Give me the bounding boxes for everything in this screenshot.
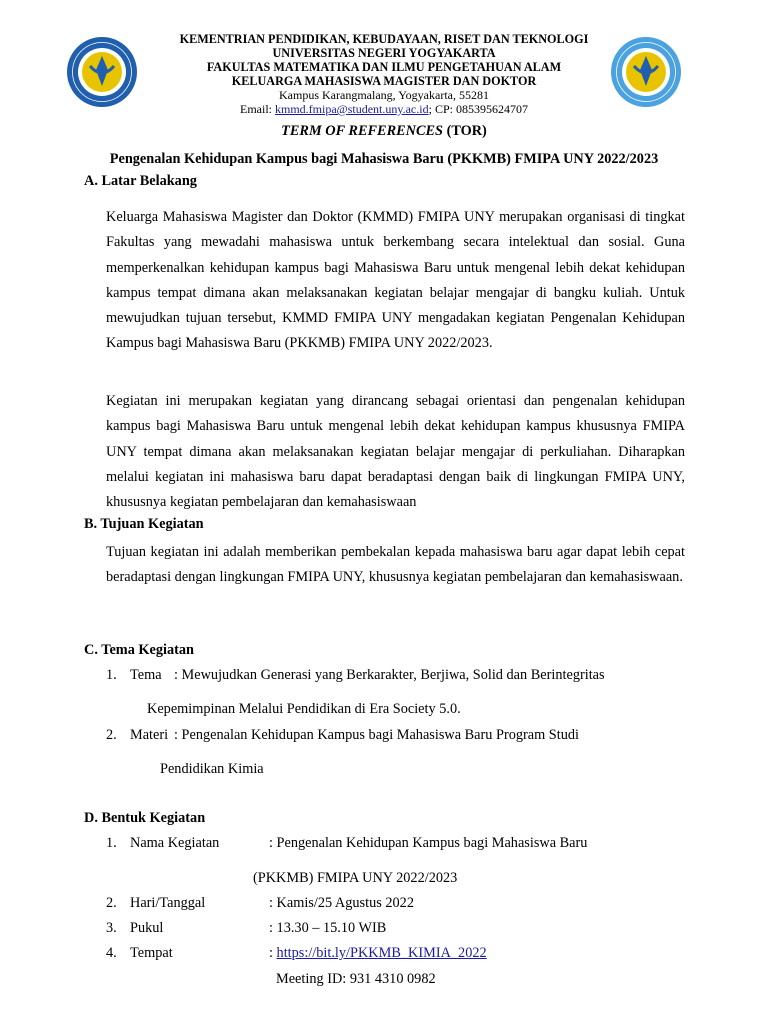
organization-name: KELUARGA MAHASISWA MAGISTER DAN DOKTOR — [231, 74, 537, 88]
doc-subtitle: Pengenalan Kehidupan Kampus bagi Mahasiswa Baru (PKKMB) FMIPA UNY 2022/2023 — [109, 151, 659, 167]
time-label: Pukul — [130, 920, 164, 936]
title-italic: TERM OF REFERENCES — [281, 123, 443, 139]
section-a-heading: A. Latar Belakang — [84, 173, 197, 189]
section-b-paragraph: Tujuan kegiatan ini adalah memberikan pembekalan kepada mahasiswa baru agar dapat lebih cepat beradaptasi dengan lingkungan FMIPA UNY, khususnya kegiatan pembelajaran dan kemahasiswaan. — [106, 544, 685, 586]
ministry-name: KEMENTRIAN PENDIDIKAN, KEBUDAYAAN, RISET DAN TEKNOLOGI — [179, 32, 589, 46]
address: Kampus Karangmalang, Yogyakarta, 55281 — [279, 88, 489, 102]
event-name-value: : Pengenalan Kehidupan Kampus bagi Mahasiswa Baru — [269, 835, 588, 851]
contact-line — [0, 102, 768, 116]
doc-title — [0, 123, 768, 140]
date-value: : Kamis/25 Agustus 2022 — [269, 895, 414, 911]
phone: ; CP: 085395624707 — [428, 102, 528, 116]
place-value — [269, 945, 487, 962]
date-number: 2. — [106, 895, 117, 911]
material-label: Materi — [130, 727, 169, 743]
section-b-heading: B. Tujuan Kegiatan — [84, 516, 204, 532]
meeting-id: Meeting ID: 931 4310 0982 — [276, 971, 436, 987]
letterhead — [0, 32, 768, 116]
university-name: UNIVERSITAS NEGERI YOGYAKARTA — [272, 46, 496, 60]
material-value: : Pengenalan Kehidupan Kampus bagi Mahasiswa Baru Program Studi — [174, 727, 580, 743]
place-colon: : — [269, 945, 277, 961]
section-d-heading: D. Bentuk Kegiatan — [84, 810, 206, 826]
event-name-number: 1. — [106, 835, 117, 851]
event-name-label: Nama Kegiatan — [130, 835, 220, 851]
place-number: 4. — [106, 945, 117, 961]
material-continuation: Pendidikan Kimia — [160, 761, 264, 777]
title-abbrev: (TOR) — [443, 123, 487, 139]
email-link[interactable]: kmmd.fmipa@student.uny.ac.id — [275, 102, 429, 116]
place-label: Tempat — [130, 945, 173, 961]
theme-continuation: Kepemimpinan Melalui Pendidikan di Era Society 5.0. — [147, 701, 461, 717]
section-c-heading: C. Tema Kegiatan — [84, 642, 195, 658]
theme-number: 1. — [106, 667, 117, 683]
material-number: 2. — [106, 727, 117, 743]
theme-label: Tema — [130, 667, 162, 683]
faculty-name: FAKULTAS MATEMATIKA DAN ILMU PENGETAHUAN ALAM — [206, 60, 562, 74]
time-value: : 13.30 – 15.10 WIB — [269, 920, 387, 936]
section-a-paragraph-2: Kegiatan ini merupakan kegiatan yang dirancang sebagai orientasi dan pengenalan kehidupan kampus bagi Mahasiswa Baru untuk mengenal lebih dekat kehidupan kampus khususnya FMIPA UNY tempat dimana akan melaksanakan kegiatan belajar mengajar di perkuliahan. Diharapkan melalui kegiatan ini mahasiswa baru dapat beradaptasi dengan baik di lingkungan FMIPA UNY, khususnya kegiatan pembelajaran dan kemahasiswaan — [106, 393, 685, 511]
zoom-link[interactable]: https://bit.ly/PKKMB_KIMIA_2022 — [276, 945, 487, 961]
time-number: 3. — [106, 920, 117, 936]
event-name-continuation: (PKKMB) FMIPA UNY 2022/2023 — [253, 870, 458, 886]
email-label: Email: — [240, 102, 276, 116]
date-label: Hari/Tanggal — [130, 895, 206, 911]
section-a-paragraph-1: Keluarga Mahasiswa Magister dan Doktor (KMMD) FMIPA UNY merupakan organisasi di tingkat Fakultas yang mewadahi mahasiswa untuk berkembang secara intelektual dan sosial. Guna memperkenalkan kehidupan kampus bagi Mahasiswa Baru untuk mengenal lebih dekat kehidupan kampus tempat dimana akan melaksanakan kegiatan belajar mengajar di bangku kuliah. Untuk mewujudkan tujuan tersebut, KMMD FMIPA UNY mengadakan kegiatan Pengenalan Kehidupan Kampus bagi Mahasiswa Baru (PKKMB) FMIPA UNY 2022/2023. — [106, 209, 685, 352]
theme-value: : Mewujudkan Generasi yang Berkarakter, Berjiwa, Solid dan Berintegritas — [174, 667, 605, 683]
